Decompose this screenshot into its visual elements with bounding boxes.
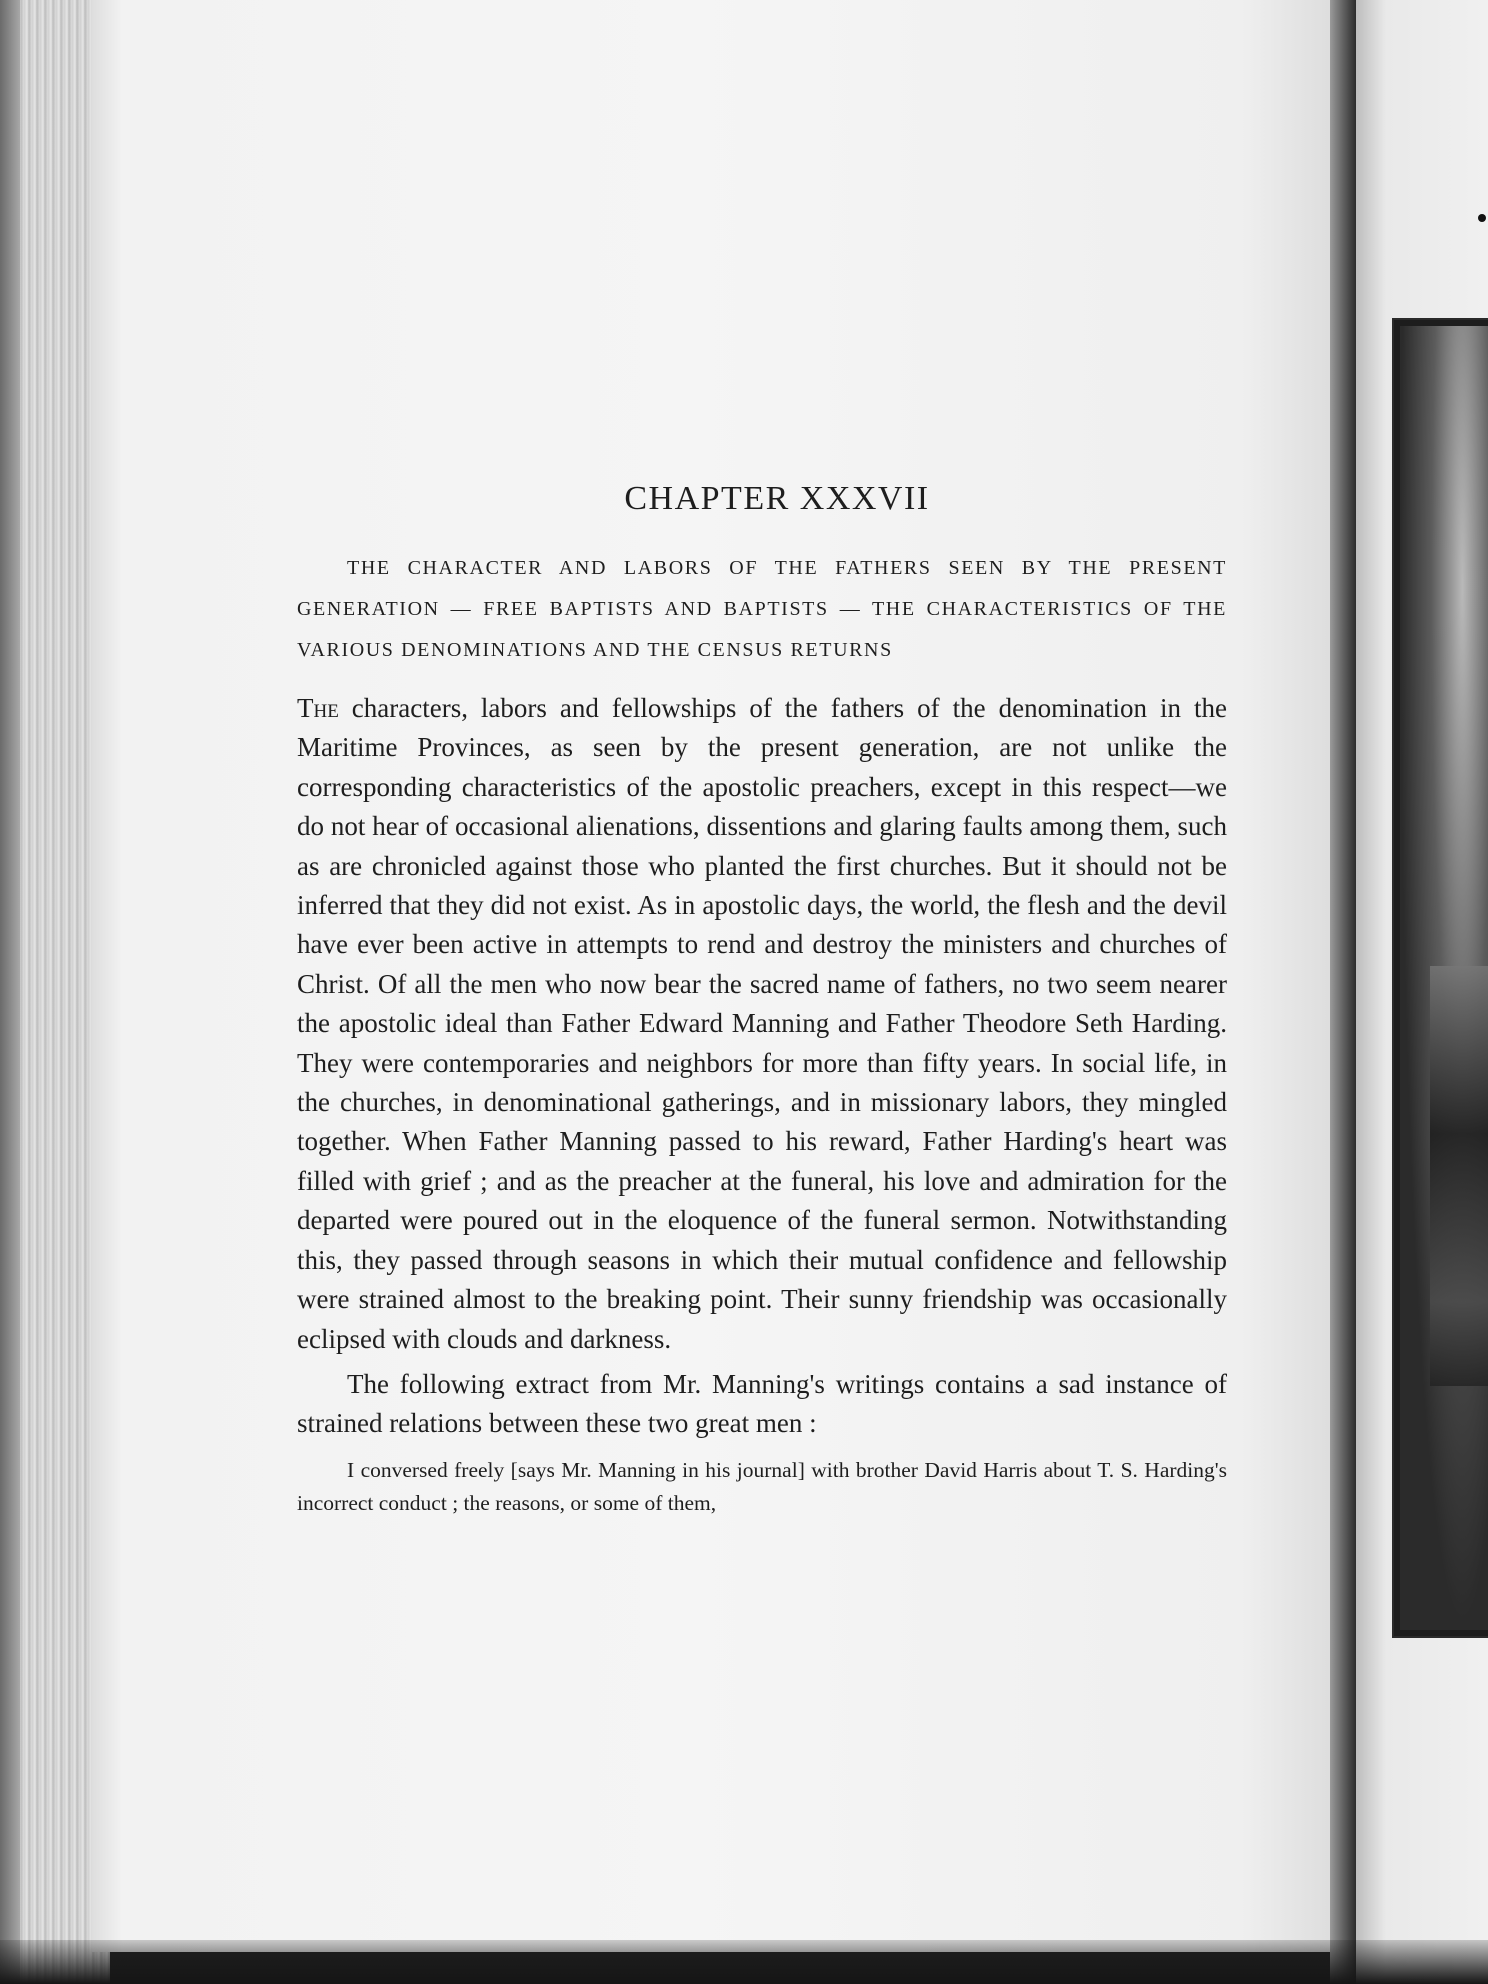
- chapter-title: CHAPTER XXXVII: [624, 480, 930, 517]
- facing-page-mark: [1478, 214, 1486, 222]
- page-text: [297, 480, 1227, 1520]
- journal-quote: I conversed freely [says Mr. Manning in his journal] with brother David Harris about T. S. Harding's incorrect conduct ; the reasons, or some of them,: [297, 1457, 1227, 1515]
- plate-figure: [1430, 966, 1488, 1386]
- body-paragraph-2: The following extract from Mr. Manning's writings contains a sad instance of strained relations between these two great men :: [297, 1368, 1227, 1439]
- paragraph-lead-word: The: [297, 693, 339, 723]
- chapter-summary: THE CHARACTER AND LABORS OF THE FATHERS SEEN BY THE PRESENT GENERATION — FREE BAPTISTS AND BAPTISTS — THE CHARACTERISTICS OF THE VARIOUS DENOMINATIONS AND THE CENSUS RETURNS: [297, 557, 1227, 661]
- facing-plate-photograph: [1392, 318, 1488, 1638]
- body-paragraph-1-text: characters, labors and fellowships of the fathers of the denomination in the Maritime Provinces, as seen by the present generation, are not unlike the corresponding characteristics of the apostolic preachers, except in this respect—we do not hear of occasional alienations, dissentions and glaring faults among them, such as are chronicled against those who planted the first churches. But it should not be inferred that they did not exist. As in apostolic days, the world, the flesh and the devil have ever been active in attempts to rend and destroy the ministers and churches of Christ. Of all the men who now bear the sacred name of fathers, no two seem nearer the apostolic ideal than Father Edward Manning and Father Theodore Seth Harding. They were contemporaries and neighbors for more than fifty years. In social life, in the churches, in denominational gatherings, and in missionary labors, they mingled together. When Father Manning passed to his reward, Father Harding's heart was filled with grief ; and as the preacher at the funeral, his love and admiration for the departed were poured out in the eloquence of the funeral sermon. Notwithstanding this, they passed through seasons in which their mutual confidence and fellowship were strained almost to the breaking point. Their sunny friendship was occasionally eclipsed with clouds and darkness.: [297, 693, 1227, 1354]
- plate-image: [1400, 326, 1488, 1630]
- bottom-shadow: [0, 1940, 1488, 1984]
- body-paragraph-1: [297, 689, 1227, 1359]
- left-edge-shadow: [0, 0, 20, 1984]
